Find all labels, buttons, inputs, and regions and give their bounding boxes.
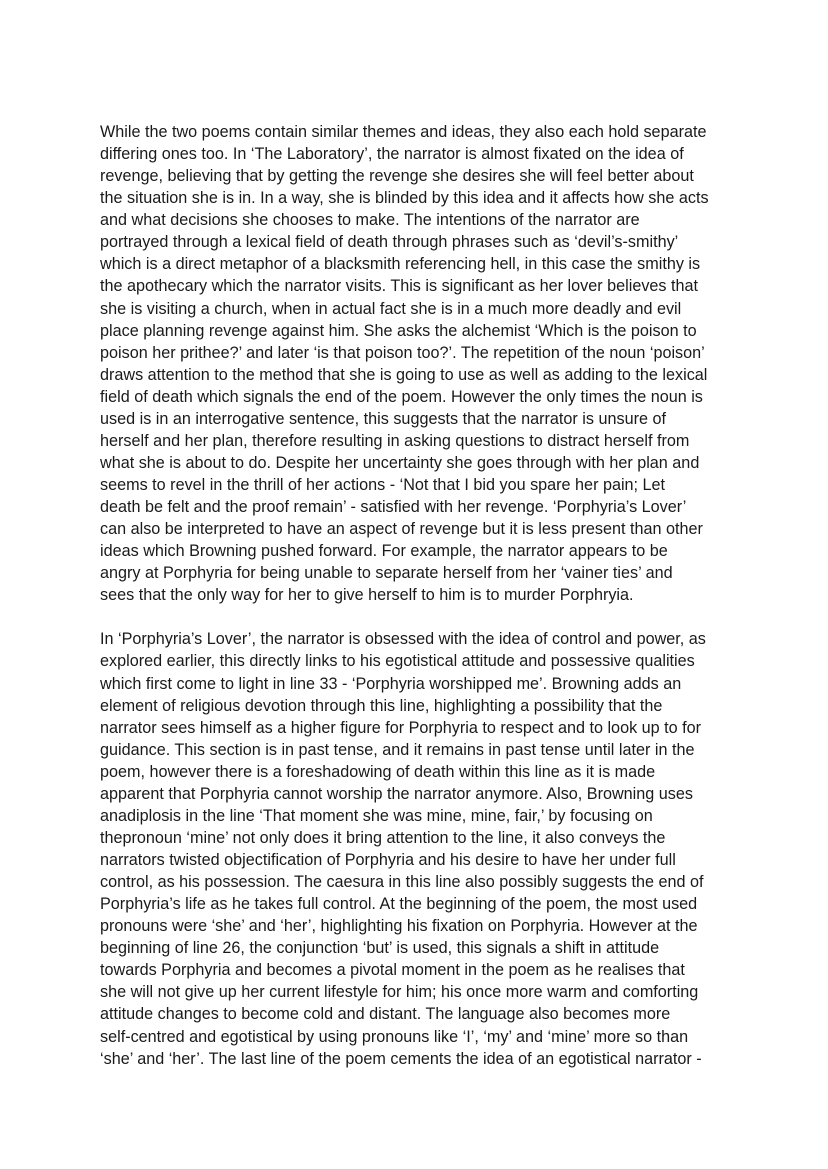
text-line: control, as his possession. The caesura in this line also possibly suggests the end of [100,873,704,892]
text-line: draws attention to the method that she is going to use as well as adding to the lexical [100,365,708,384]
text-line: which is a direct metaphor of a blacksmith referencing hell, in this case the smithy is [100,255,701,274]
text-line: towards Porphyria and becomes a pivotal moment in the poem as he realises that [100,961,685,980]
text-line: revenge, believing that by getting the revenge she desires she will feel better about [100,167,694,186]
text-line: guidance. This section is in past tense, and it remains in past tense until later in the [100,740,695,759]
paragraph-porphyrias-lover [100,628,732,1069]
text-line: ‘she’ and ‘her’. The last line of the poem cements the idea of an egotistical narrator - [100,1049,702,1068]
text-line: she will not give up her current lifestyle for him; his once more warm and comforting [100,983,699,1002]
text-line: used is in an interrogative sentence, this suggests that the narrator is unsure of [100,409,666,428]
text-line: death be felt and the proof remain’ - satisfied with her revenge. ‘Porphyria’s Lover’ [100,498,687,517]
text-line: can also be interpreted to have an aspect of revenge but it is less present than other [100,520,703,539]
text-line: anadiplosis in the line ‘That moment she was mine, mine, fair,’ by focusing on [100,806,653,825]
text-line: angry at Porphyria for being unable to separate herself from her ‘vainer ties’ and [100,564,673,583]
text-line: poem, however there is a foreshadowing of death within this line as it is made [100,762,656,781]
text-line: explored earlier, this directly links to his egotistical attitude and possessive qualities [100,652,695,671]
text-line: herself and her plan, therefore resulting in asking questions to distract herself from [100,431,690,450]
text-line: beginning of line 26, the conjunction ‘but’ is used, this signals a shift in attitude [100,939,660,958]
paragraph-laboratory [100,121,732,606]
text-line: In ‘Porphyria’s Lover’, the narrator is obsessed with the idea of control and power, as [100,630,706,649]
text-line: ideas which Browning pushed forward. For example, the narrator appears to be [100,542,668,561]
text-line: portrayed through a lexical field of death through phrases such as ‘devil’s-smithy’ [100,233,679,252]
text-line: the apothecary which the narrator visits. This is significant as her lover believes that [100,277,699,296]
text-line: seems to revel in the thrill of her actions - ‘Not that I bid you spare her pain; Let [100,476,666,494]
text-line: self-centred and egotistical by using pronouns like ‘I’, ‘my’ and ‘mine’ more so than [100,1027,689,1046]
text-line: Porphyria’s life as he takes full control. At the beginning of the poem, the most used [100,895,698,914]
text-line: sees that the only way for her to give herself to him is to murder Porphryia. [100,586,634,605]
paragraph-gap [100,606,732,628]
essay-body [100,121,732,1070]
text-line: place planning revenge against him. She asks the alchemist ‘Which is the poison to [100,321,697,340]
text-line: thepronoun ‘mine’ not only does it bring attention to the line, it also conveys the [100,828,666,847]
text-line: narrators twisted objectification of Porphyria and his desire to have her under full [100,851,676,869]
text-line: pronouns were ‘she’ and ‘her’, highlighting his fixation on Porphyria. However at the [100,917,698,936]
text-line: which first come to light in line 33 - ‘Porphyria worshipped me’. Browning adds an [100,674,682,693]
text-line: she is visiting a church, when in actual fact she is in a much more deadly and evil [100,299,682,318]
text-line: poison her prithee?’ and later ‘is that poison too?’. The repetition of the noun ‘poison’ [100,343,705,362]
text-line: attitude changes to become cold and distant. The language also becomes more [100,1005,671,1024]
text-line: the situation she is in. In a way, she is blinded by this idea and it affects how she acts [100,189,709,208]
text-line: While the two poems contain similar themes and ideas, they also each hold separate [100,123,707,141]
text-line: field of death which signals the end of the poem. However the only times the noun is [100,387,703,406]
text-line: what she is about to do. Despite her uncertainty she goes through with her plan and [100,453,700,472]
text-line: apparent that Porphyria cannot worship the narrator anymore. Also, Browning uses [100,784,693,803]
text-line: element of religious devotion through this line, highlighting a possibility that the [100,696,663,715]
text-line: narrator sees himself as a higher figure for Porphyria to respect and to look up to for [100,718,702,737]
text-line: differing ones too. In ‘The Laboratory’, the narrator is almost fixated on the idea of [100,145,684,164]
text-line: and what decisions she chooses to make. The intentions of the narrator are [100,211,640,230]
